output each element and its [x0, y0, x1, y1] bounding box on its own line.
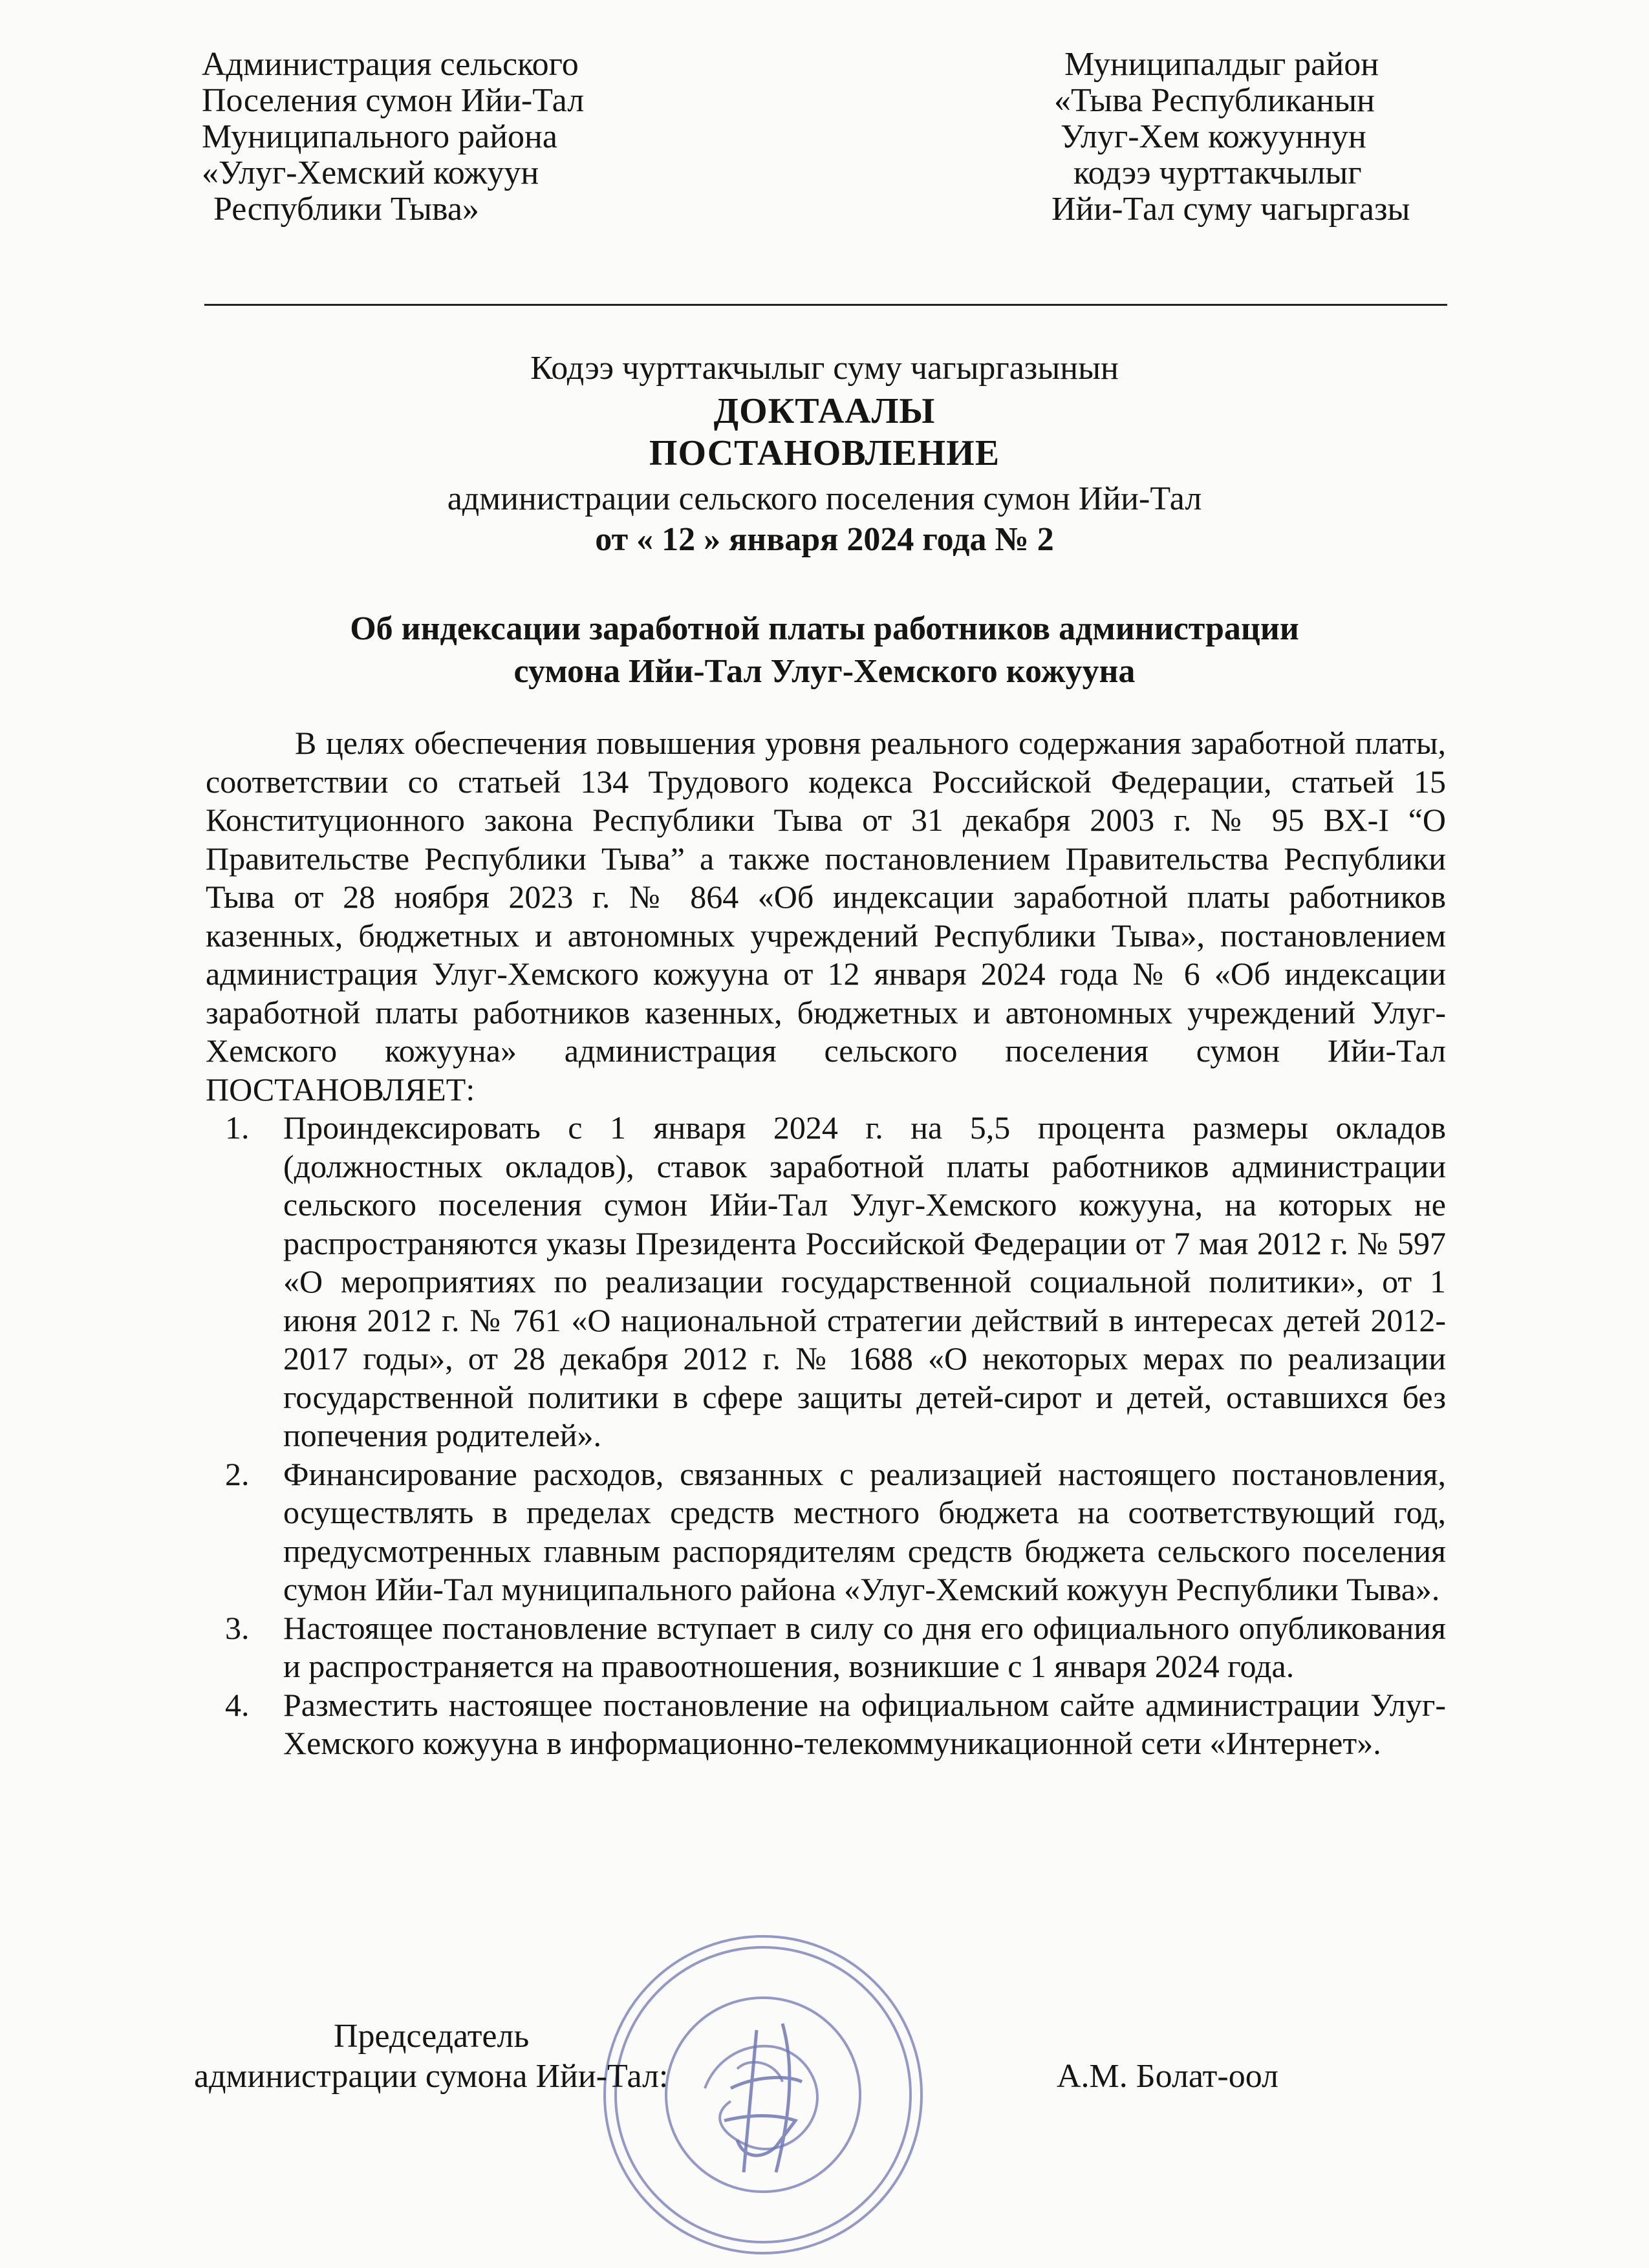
- title-line: Кодээ чурттакчылыг суму чагыргазынын: [530, 350, 1119, 387]
- list-item: [206, 1609, 1446, 1686]
- preamble-paragraph: В целях обеспечения повышения уровня реального содержания заработной платы, соответствии со статьей 134 Трудового кодекса Российской Федерации, статьей 15 Конституционного закона Республики Тыва от 31 декабря 2003 г. № 95 ВХ-I “О Правительстве Республики Тыва” а также постановлением Правительства Республики Тыва от 28 ноября 2023 г. № 864 «Об индексации заработной платы работников казенных, бюджетных и автономных учреждений Республики Тыва», постановлением администрация Улуг-Хемского кожууна от 12 января 2024 года № 6 «Об индексации заработной платы работников казенных, бюджетных и автономных учреждений Улуг-Хемского кожууна» администрация сельского поселения сумон Ийи-Тал ПОСТАНОВЛЯЕТ:: [206, 725, 1446, 1107]
- item-text: Разместить настоящее постановление на официальном сайте администрации Улуг-Хемского кожууна в информационно-телекоммуникационной сети «Интернет».: [283, 1686, 1446, 1761]
- header-left-line: «Улуг-Хемский кожуун: [202, 155, 539, 191]
- header-left-block: [202, 47, 784, 228]
- item-text: Финансирование расходов, связанных с реализацией настоящего постановления, осуществлять в пределах средств местного бюджета на соответствующий год, предусмотренных главным распорядителям средств бюджета сельского поселения сумон Ийи-Тал муниципального района «Улуг-Хемский кожуун Республики Тыва».: [283, 1455, 1446, 1607]
- title-postanovlenie: ПОСТАНОВЛЕНИЕ: [649, 433, 1000, 473]
- document-body: [206, 724, 1446, 1763]
- list-item: [206, 1686, 1446, 1763]
- header-right-line: Улуг-Хем кожууннун: [1061, 118, 1366, 155]
- header-right-line: «Тыва Республиканын: [1054, 82, 1375, 119]
- subject-line: сумона Ийи-Тал Улуг-Хемского кожууна: [513, 653, 1136, 690]
- header-right-line: Ийи-Тал суму чагыргазы: [1051, 191, 1410, 228]
- header-right-line: Муниципалдыг район: [1064, 46, 1379, 83]
- title-doktaaly: ДОКТААЛЫ: [713, 391, 936, 431]
- signature-position: администрации сумона Ийи-Тал:: [194, 2058, 669, 2095]
- header-divider: [204, 304, 1447, 306]
- item-text: Проиндексировать с 1 января 2024 г. на 5,5 процента размеры окладов (должностных окладов), ставок заработной платы работников администрации сельского поселения сумон Ийи-Тал Улуг-Хемского кожууна, на которых не распространяются указы Президента Российской Федерации от 7 мая 2012 г. № 597 «О мероприятиях по реализации государственной социальной политики», от 1 июня 2012 г. № 761 «О национальной стратегии действий в интересах детей 2012-2017 годы», от 28 декабря 2012 г. № 1688 «О некоторых мерах по реализации государственной политики в сфере защиты детей-сирот и детей, оставшихся без попечения родителей».: [283, 1109, 1446, 1453]
- item-number: 1.: [225, 1109, 250, 1146]
- signature-title: Председатель: [334, 2018, 530, 2055]
- header-left-line: Поселения сумон Ийи-Тал: [202, 82, 585, 119]
- header-left-line: Администрация сельского: [202, 46, 579, 83]
- title-issuer: администрации сельского поселения сумон Ийи-Тал: [447, 480, 1202, 517]
- resolution-items: [206, 1109, 1446, 1763]
- document-subject: [0, 608, 1649, 693]
- header-left-line: Республики Тыва»: [213, 191, 479, 228]
- list-item: [206, 1109, 1446, 1455]
- item-number: 3.: [225, 1609, 250, 1646]
- item-number: 4.: [225, 1686, 250, 1723]
- header-right-line: кодээ чурттакчылыг: [1073, 155, 1362, 191]
- subject-line: Об индексации заработной платы работников администрации: [350, 610, 1299, 647]
- signatory-name: А.М. Болат-оол: [1057, 2058, 1278, 2095]
- item-text: Настоящее постановление вступает в силу со дня его официального опубликования и распространяется на правоотношения, возникшие с 1 января 2024 года.: [283, 1609, 1446, 1684]
- header-left-line: Муниципального района: [202, 118, 557, 155]
- list-item: [206, 1455, 1446, 1609]
- item-number: 2.: [225, 1455, 250, 1492]
- document-date-number: от « 12 » января 2024 года № 2: [595, 521, 1054, 558]
- header-right-block: [1009, 47, 1526, 228]
